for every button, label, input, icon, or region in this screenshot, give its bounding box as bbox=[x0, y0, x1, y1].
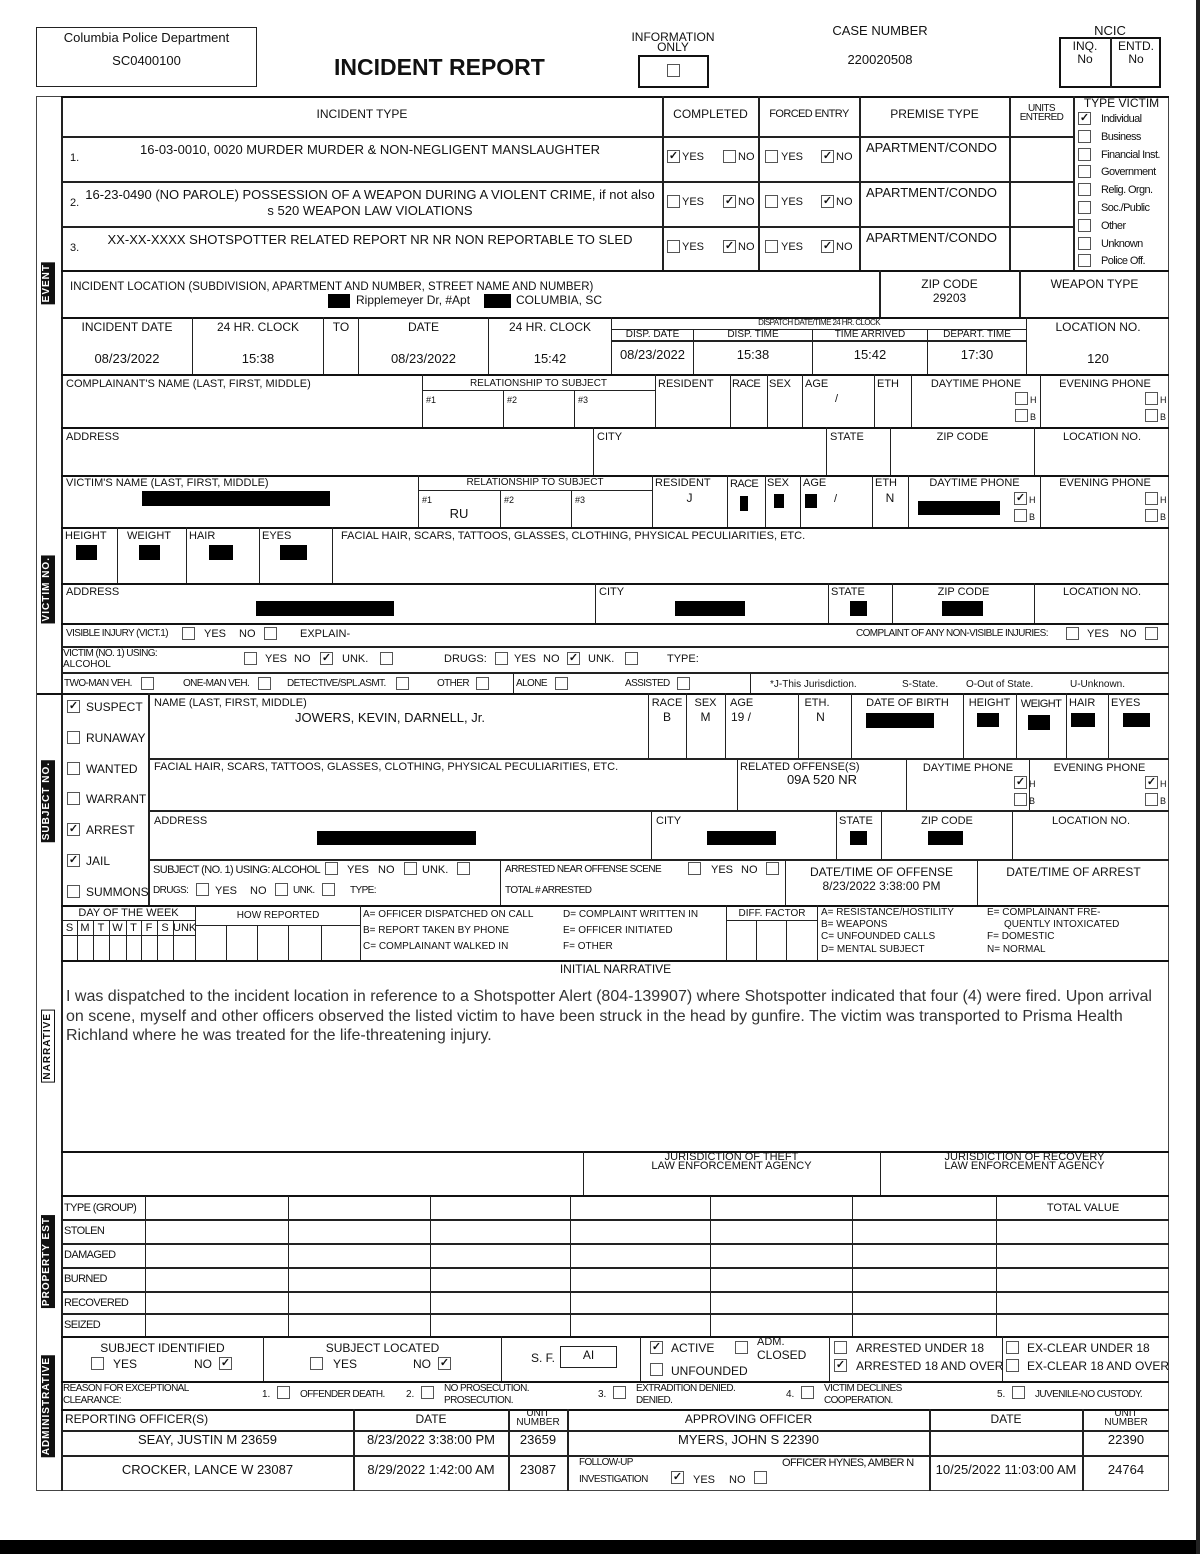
redacted-subject-eyes bbox=[1123, 713, 1150, 727]
zip-label: ZIP CODE bbox=[921, 277, 978, 291]
complainant-relationship-label: RELATIONSHIP TO SUBJECT bbox=[469, 378, 608, 389]
redacted-victim-race bbox=[740, 496, 748, 511]
subject-name-label: NAME (LAST, FIRST, MIDDLE) bbox=[154, 697, 307, 709]
reporting-unit-2: 23087 bbox=[519, 1462, 557, 1477]
side-label-administrative: ADMINISTRATIVE bbox=[41, 1355, 55, 1457]
complainant-rel3: #3 bbox=[578, 395, 589, 405]
complaint-nonvisible-label: COMPLAINT OF ANY NON-VISIBLE INJURIES: bbox=[856, 628, 1048, 639]
clock1-label: 24 HR. CLOCK bbox=[216, 320, 300, 334]
subject-using-label: SUBJECT (NO. 1) USING: ALCOHOL bbox=[153, 864, 321, 876]
exceptional-clearance-checkbox[interactable] bbox=[421, 1386, 434, 1399]
type-victim-label: Business bbox=[1101, 130, 1141, 143]
redacted-subject-address bbox=[317, 831, 476, 845]
one-man-veh-checkbox[interactable] bbox=[258, 677, 271, 690]
complainant-eve-b-checkbox[interactable] bbox=[1145, 409, 1158, 422]
arrested-18-over-checkbox[interactable] bbox=[834, 1359, 847, 1372]
type-victim-checkbox[interactable] bbox=[1078, 183, 1091, 196]
redacted-victim-age bbox=[805, 494, 817, 508]
redacted-subject-zip bbox=[928, 831, 963, 845]
type-victim-checkbox[interactable] bbox=[1078, 237, 1091, 250]
narrative-text: I was dispatched to the incident location in reference to a Shotspotter Alert (804-139907) where Shotspotter indicated that four (4) were fired. Upon arrival on scene, myself and other officers observed the listed victim to have been struck in the head by gunfire. The victim was transported to Prisma Health Richland where he was treated for the life-threatening injury. bbox=[66, 988, 1152, 1044]
detective-checkbox[interactable] bbox=[396, 677, 409, 690]
time-arrived: 15:42 bbox=[853, 347, 887, 362]
active-checkbox[interactable] bbox=[650, 1341, 663, 1354]
complainant-state-label: STATE bbox=[830, 431, 864, 443]
page-title: INCIDENT REPORT bbox=[334, 54, 545, 80]
subject-status-label: WANTED bbox=[86, 761, 138, 776]
completed-yes-checkbox[interactable] bbox=[667, 195, 680, 208]
ncic-entd-value: No bbox=[1128, 52, 1144, 66]
disp-date: 08/23/2022 bbox=[619, 347, 686, 362]
complainant-eth-label: ETH bbox=[877, 378, 899, 390]
subject-alcohol-unk-checkbox[interactable] bbox=[457, 862, 470, 875]
type-victim-checkbox[interactable] bbox=[1078, 165, 1091, 178]
forced-no-checkbox[interactable] bbox=[821, 150, 834, 163]
victim-relationship-label: RELATIONSHIP TO SUBJECT bbox=[466, 477, 604, 488]
reporting-officer-2: CROCKER, LANCE W 23087 bbox=[121, 1462, 294, 1477]
incident-row-number: 2. bbox=[70, 197, 80, 209]
type-victim-header: TYPE VICTIM bbox=[1083, 96, 1160, 110]
completed-no-checkbox[interactable] bbox=[723, 150, 736, 163]
forced-no-checkbox[interactable] bbox=[821, 240, 834, 253]
type-victim-checkbox[interactable] bbox=[1078, 254, 1091, 267]
day-of-week-cell[interactable]: UNK bbox=[173, 922, 197, 934]
complainant-eve-phone-label: EVENING PHONE bbox=[1059, 378, 1151, 390]
redacted-subject-height bbox=[977, 713, 999, 727]
complainant-rel2: #2 bbox=[507, 395, 518, 405]
victim-facial-label: FACIAL HAIR, SCARS, TATTOOS, GLASSES, CLOTHING, PHYSICAL PECULIARITIES, ETC. bbox=[341, 530, 806, 542]
sf-value: AI bbox=[582, 1348, 595, 1362]
depart-time: 17:30 bbox=[960, 347, 994, 362]
location-no-label: LOCATION NO. bbox=[1055, 320, 1141, 334]
incident-date: 08/23/2022 bbox=[94, 351, 160, 366]
victim-eve-b-checkbox[interactable] bbox=[1145, 509, 1158, 522]
visible-injury-yes-checkbox[interactable] bbox=[182, 627, 195, 640]
subject-drugs-unk-checkbox[interactable] bbox=[322, 883, 335, 896]
side-label-victim: VICTIM NO. bbox=[41, 555, 55, 623]
premise-type-value: APARTMENT/CONDO bbox=[866, 230, 997, 245]
ncic-entd-label: ENTD. bbox=[1118, 39, 1154, 53]
location-no: 120 bbox=[1087, 351, 1109, 366]
type-victim-label: Soc./Public bbox=[1101, 202, 1150, 214]
exceptional-clearance-checkbox[interactable] bbox=[801, 1386, 814, 1399]
redacted-subject-hair bbox=[1071, 713, 1095, 727]
reporting-officer-1: SEAY, JUSTIN M 23659 bbox=[138, 1432, 277, 1447]
agency-ori: SC0400100 bbox=[112, 53, 181, 68]
completed-yes-checkbox[interactable] bbox=[667, 240, 680, 253]
completed-no-checkbox[interactable] bbox=[723, 240, 736, 253]
victim-day-b-checkbox[interactable] bbox=[1014, 509, 1027, 522]
forced-no-checkbox[interactable] bbox=[821, 195, 834, 208]
complainant-eve-h-checkbox[interactable] bbox=[1145, 392, 1158, 405]
subject-related-offense: 09A 520 NR bbox=[786, 772, 858, 787]
type-victim-label: Other bbox=[1101, 219, 1126, 232]
subject-status-checkbox[interactable] bbox=[67, 731, 80, 744]
subject-name: JOWERS, KEVIN, DARNELL, Jr. bbox=[295, 710, 485, 725]
redacted-victim-zip bbox=[942, 601, 983, 616]
day-of-week-cell[interactable]: T bbox=[97, 922, 105, 934]
complainant-day-h-checkbox[interactable] bbox=[1015, 392, 1028, 405]
exceptional-clearance-checkbox[interactable] bbox=[277, 1386, 290, 1399]
victim-day-h-checkbox[interactable] bbox=[1014, 492, 1027, 505]
page-bottom-edge bbox=[0, 1540, 1200, 1554]
page-right-edge bbox=[1196, 0, 1200, 1554]
premise-type-value: APARTMENT/CONDO bbox=[866, 140, 997, 155]
day-of-week-cell[interactable]: T bbox=[130, 922, 137, 934]
complainant-age-sep: / bbox=[835, 393, 839, 405]
subject-status-checkbox[interactable] bbox=[67, 885, 80, 898]
approving-unit: 22390 bbox=[1107, 1432, 1145, 1447]
redacted-subject-state bbox=[850, 831, 867, 845]
clock2: 15:42 bbox=[533, 351, 567, 366]
redacted-street-number bbox=[328, 294, 350, 308]
victim-rel1-value: RU bbox=[449, 506, 469, 521]
dispatch-header: DISPATCH DATE/TIME 24 HR. CLOCK bbox=[758, 318, 880, 327]
victim-drugs-unk-checkbox[interactable] bbox=[625, 652, 638, 665]
victim-alcohol-unk-checkbox[interactable] bbox=[380, 652, 393, 665]
day-of-week-cell[interactable]: F bbox=[145, 922, 153, 934]
subject-identified-yes-checkbox[interactable] bbox=[91, 1357, 104, 1370]
followup-yes-checkbox[interactable] bbox=[671, 1471, 684, 1484]
subject-alcohol-yes-checkbox[interactable] bbox=[325, 862, 338, 875]
exclear-under-18-checkbox[interactable] bbox=[1006, 1341, 1019, 1354]
victim-using-label: VICTIM (NO. 1) USING: bbox=[63, 648, 158, 659]
units-entered-header: UNITS ENTERED bbox=[1019, 103, 1064, 123]
type-victim-label: Individual bbox=[1101, 113, 1142, 125]
redacted-victim-state bbox=[850, 601, 867, 616]
complaint-yes-checkbox[interactable] bbox=[1066, 627, 1079, 640]
victim-name-label: VICTIM'S NAME (LAST, FIRST, MIDDLE) bbox=[66, 477, 269, 489]
subject-status-checkbox[interactable] bbox=[67, 700, 80, 713]
type-victim-label: Relig. Orgn. bbox=[1101, 184, 1153, 197]
complainant-zip-label: ZIP CODE bbox=[936, 431, 989, 443]
redacted-victim-weight bbox=[139, 545, 160, 560]
victim-drugs-yes-checkbox[interactable] bbox=[495, 652, 508, 665]
followup-unit: 24764 bbox=[1107, 1462, 1145, 1477]
type-victim-checkbox[interactable] bbox=[1078, 219, 1091, 232]
victim-alcohol-yes-checkbox[interactable] bbox=[244, 652, 257, 665]
agency-name: Columbia Police Department bbox=[63, 30, 230, 45]
complainant-rel1: #1 bbox=[426, 395, 437, 405]
time-arrived-label: TIME ARRIVED bbox=[834, 329, 906, 340]
subject-located-yes-checkbox[interactable] bbox=[310, 1357, 323, 1370]
completed-header: COMPLETED bbox=[673, 107, 748, 121]
subject-eve-b-checkbox[interactable] bbox=[1145, 793, 1158, 806]
complainant-address-label: ADDRESS bbox=[66, 431, 120, 443]
offense-datetime: 8/23/2022 3:38:00 PM bbox=[822, 879, 941, 893]
subject-drugs-no-checkbox[interactable] bbox=[275, 883, 288, 896]
reporting-date-2: 8/29/2022 1:42:00 AM bbox=[367, 1462, 495, 1477]
type-victim-label: Government bbox=[1101, 166, 1156, 179]
type-victim-checkbox[interactable] bbox=[1078, 148, 1091, 161]
redacted-victim-hair bbox=[209, 545, 233, 560]
subject-status-checkbox[interactable] bbox=[67, 854, 80, 867]
visible-injury-no-checkbox[interactable] bbox=[264, 627, 277, 640]
redacted-victim-phone bbox=[918, 501, 1000, 515]
property-row-label: TYPE (GROUP) bbox=[64, 1202, 137, 1214]
arrested-under-18-checkbox[interactable] bbox=[834, 1341, 847, 1354]
redacted-subject-weight bbox=[1028, 715, 1050, 730]
day-of-week-cell[interactable]: S bbox=[65, 922, 74, 934]
forced-yes-checkbox[interactable] bbox=[765, 240, 778, 253]
redacted-subject-city bbox=[707, 831, 776, 845]
victim-eth: N bbox=[885, 491, 895, 505]
subject-status-label: ARREST bbox=[86, 823, 135, 838]
type-victim-checkbox[interactable] bbox=[1078, 201, 1091, 214]
complainant-resident-label: RESIDENT bbox=[658, 378, 714, 390]
subject-day-b-checkbox[interactable] bbox=[1014, 793, 1027, 806]
complainant-age-label: AGE bbox=[805, 378, 829, 390]
subject-status-checkbox[interactable] bbox=[67, 792, 80, 805]
forced-entry-header: FORCED ENTRY bbox=[769, 108, 849, 120]
complainant-day-phone-label: DAYTIME PHONE bbox=[930, 378, 1022, 390]
victim-eve-h-checkbox[interactable] bbox=[1145, 492, 1158, 505]
followup-no-checkbox[interactable] bbox=[754, 1471, 767, 1484]
zip-value: 29203 bbox=[932, 291, 967, 305]
date2: 08/23/2022 bbox=[390, 351, 457, 366]
approving-officer: MYERS, JOHN S 22390 bbox=[678, 1432, 819, 1447]
day-of-week-cell[interactable]: M bbox=[80, 922, 90, 934]
narrative-label: INITIAL NARRATIVE bbox=[559, 962, 672, 976]
incident-row-number: 1. bbox=[70, 152, 80, 164]
redacted-victim-name bbox=[142, 491, 330, 506]
depart-time-label: DEPART. TIME bbox=[943, 329, 1011, 340]
information-only-label: INFORMATION ONLY bbox=[631, 30, 715, 54]
subject-sex: M bbox=[700, 710, 711, 724]
type-victim-label: Unknown bbox=[1101, 237, 1143, 250]
subject-eth: N bbox=[816, 710, 825, 724]
exceptional-clearance-checkbox[interactable] bbox=[613, 1386, 626, 1399]
complainant-city-label: CITY bbox=[597, 431, 623, 443]
reporting-date-1: 8/23/2022 3:38:00 PM bbox=[367, 1432, 495, 1447]
victim-alcohol-label: ALCOHOL bbox=[63, 659, 111, 670]
alone-checkbox[interactable] bbox=[555, 677, 568, 690]
side-label-property: PROPERTY EST bbox=[41, 1215, 55, 1308]
incident-date-label: INCIDENT DATE bbox=[81, 320, 173, 334]
ncic-inq-label: INQ. bbox=[1072, 39, 1098, 53]
forced-yes-checkbox[interactable] bbox=[765, 195, 778, 208]
subject-status-label: JAIL bbox=[86, 854, 111, 868]
subject-status-label: WARRANT bbox=[86, 792, 147, 807]
subject-located-no-checkbox[interactable] bbox=[438, 1357, 451, 1370]
incident-location-label: INCIDENT LOCATION (SUBDIVISION, APARTMENT AND NUMBER, STREET NAME AND NUMBER) bbox=[70, 281, 594, 293]
reporting-unit-1: 23659 bbox=[519, 1432, 557, 1447]
premise-type-header: PREMISE TYPE bbox=[890, 107, 979, 121]
weapon-type-label: WEAPON TYPE bbox=[1050, 277, 1139, 291]
incident-city-state: COLUMBIA, SC bbox=[516, 293, 603, 307]
complainant-location-no-label: LOCATION NO. bbox=[1062, 431, 1142, 443]
disp-time: 15:38 bbox=[736, 347, 770, 362]
side-label-event: EVENT bbox=[41, 262, 55, 304]
exclear-18-over-checkbox[interactable] bbox=[1006, 1359, 1019, 1372]
redacted-victim-city bbox=[675, 601, 745, 616]
property-row-label: RECOVERED bbox=[64, 1297, 129, 1309]
disp-time-label: DISP. TIME bbox=[727, 329, 779, 340]
case-number: 220020508 bbox=[847, 52, 913, 67]
redacted-apt-number bbox=[484, 294, 511, 308]
two-man-veh-checkbox[interactable] bbox=[141, 677, 154, 690]
subject-status-checkbox[interactable] bbox=[67, 762, 80, 775]
redacted-victim-sex bbox=[774, 494, 784, 508]
clock2-label: 24 HR. CLOCK bbox=[508, 320, 592, 334]
disp-date-label: DISP. DATE bbox=[625, 329, 680, 340]
victim-resident: J bbox=[686, 491, 693, 505]
forced-yes-checkbox[interactable] bbox=[765, 150, 778, 163]
redacted-victim-eyes bbox=[280, 545, 307, 560]
arrested-near-yes-checkbox[interactable] bbox=[688, 862, 701, 875]
incident-street: Ripplemeyer Dr, #Apt bbox=[356, 293, 471, 307]
case-number-label: CASE NUMBER bbox=[832, 23, 928, 38]
visible-injury-label: VISIBLE INJURY (VICT.1) bbox=[66, 628, 168, 639]
property-row-label: BURNED bbox=[64, 1273, 107, 1285]
subject-drugs-yes-checkbox[interactable] bbox=[196, 883, 209, 896]
adm-closed-checkbox[interactable] bbox=[735, 1341, 748, 1354]
incident-type-text: 16-03-0010, 0020 MURDER MURDER & NON-NEGLIGENT MANSLAUGHTER bbox=[140, 142, 600, 157]
unfounded-checkbox[interactable] bbox=[650, 1363, 663, 1376]
subject-status-label: SUMMONS bbox=[86, 884, 149, 899]
subject-status-checkbox[interactable] bbox=[67, 823, 80, 836]
ncic-inq-value: No bbox=[1077, 52, 1093, 66]
total-value-label: TOTAL VALUE bbox=[1046, 1202, 1120, 1214]
redacted-victim-address bbox=[256, 601, 394, 616]
victim-resident-label: RESIDENT bbox=[655, 477, 711, 489]
assisted-checkbox[interactable] bbox=[677, 677, 690, 690]
type-victim-checkbox[interactable] bbox=[1078, 130, 1091, 143]
property-row-label: STOLEN bbox=[64, 1225, 105, 1237]
type-victim-checkbox[interactable] bbox=[1078, 112, 1091, 125]
subject-status-label: SUSPECT bbox=[86, 700, 143, 714]
subject-identified-no-checkbox[interactable] bbox=[219, 1357, 232, 1370]
complaint-no-checkbox[interactable] bbox=[1145, 627, 1158, 640]
to-label: TO bbox=[332, 320, 350, 334]
day-of-week-cell[interactable]: W bbox=[112, 922, 123, 934]
victim-drugs-no-checkbox[interactable] bbox=[567, 652, 580, 665]
subject-day-h-checkbox[interactable] bbox=[1014, 776, 1027, 789]
subject-facial-label: FACIAL HAIR, SCARS, TATTOOS, GLASSES, CLOTHING, PHYSICAL PECULIARITIES, ETC. bbox=[154, 761, 619, 773]
redacted-victim-height bbox=[76, 545, 97, 560]
subject-alcohol-no-checkbox[interactable] bbox=[404, 862, 417, 875]
type-victim-label: Police Off. bbox=[1101, 255, 1145, 268]
information-only-checkbox[interactable] bbox=[667, 64, 680, 77]
completed-no-checkbox[interactable] bbox=[723, 195, 736, 208]
subject-race: B bbox=[662, 710, 671, 724]
exceptional-clearance-checkbox[interactable] bbox=[1012, 1386, 1025, 1399]
complainant-race-label: RACE bbox=[732, 378, 761, 390]
complainant-name-label: COMPLAINANT'S NAME (LAST, FIRST, MIDDLE) bbox=[66, 378, 311, 390]
followup-date: 10/25/2022 11:03:00 AM bbox=[935, 1462, 1077, 1477]
type-victim-label: Financial Inst. bbox=[1101, 148, 1160, 161]
other-veh-checkbox[interactable] bbox=[476, 677, 489, 690]
ncic-label: NCIC bbox=[1094, 23, 1126, 38]
date-label: DATE bbox=[407, 320, 440, 334]
complainant-day-b-checkbox[interactable] bbox=[1015, 409, 1028, 422]
incident-type-header: INCIDENT TYPE bbox=[316, 107, 408, 121]
followup-officer: OFFICER HYNES, AMBER N bbox=[782, 1457, 914, 1469]
redacted-subject-dob bbox=[866, 713, 934, 728]
subject-status-label: RUNAWAY bbox=[86, 730, 146, 745]
incident-type-text: XX-XX-XXXX SHOTSPOTTER RELATED REPORT NR NR NON REPORTABLE TO SLED bbox=[107, 232, 633, 247]
incident-type-text: 16-23-0490 (NO PAROLE) POSSESSION OF A WEAPON DURING A VIOLENT CRIME, if not also s 520 WEAPON LAW VIOLATIONS bbox=[85, 187, 655, 218]
victim-alcohol-no-checkbox[interactable] bbox=[320, 652, 333, 665]
day-of-week-cell[interactable]: S bbox=[161, 922, 169, 934]
property-row-label: DAMAGED bbox=[64, 1249, 116, 1261]
subject-eve-h-checkbox[interactable] bbox=[1145, 776, 1158, 789]
arrested-near-no-checkbox[interactable] bbox=[766, 862, 779, 875]
premise-type-value: APARTMENT/CONDO bbox=[866, 185, 997, 200]
side-label-narrative: NARRATIVE bbox=[41, 1010, 55, 1083]
complainant-sex-label: SEX bbox=[769, 378, 792, 390]
side-label-subject: SUBJECT NO. bbox=[41, 760, 55, 842]
clock1: 15:38 bbox=[241, 351, 275, 366]
completed-yes-checkbox[interactable] bbox=[667, 150, 680, 163]
property-row-label: SEIZED bbox=[64, 1319, 101, 1331]
subject-age: 19 / bbox=[731, 710, 752, 724]
incident-row-number: 3. bbox=[70, 242, 80, 254]
